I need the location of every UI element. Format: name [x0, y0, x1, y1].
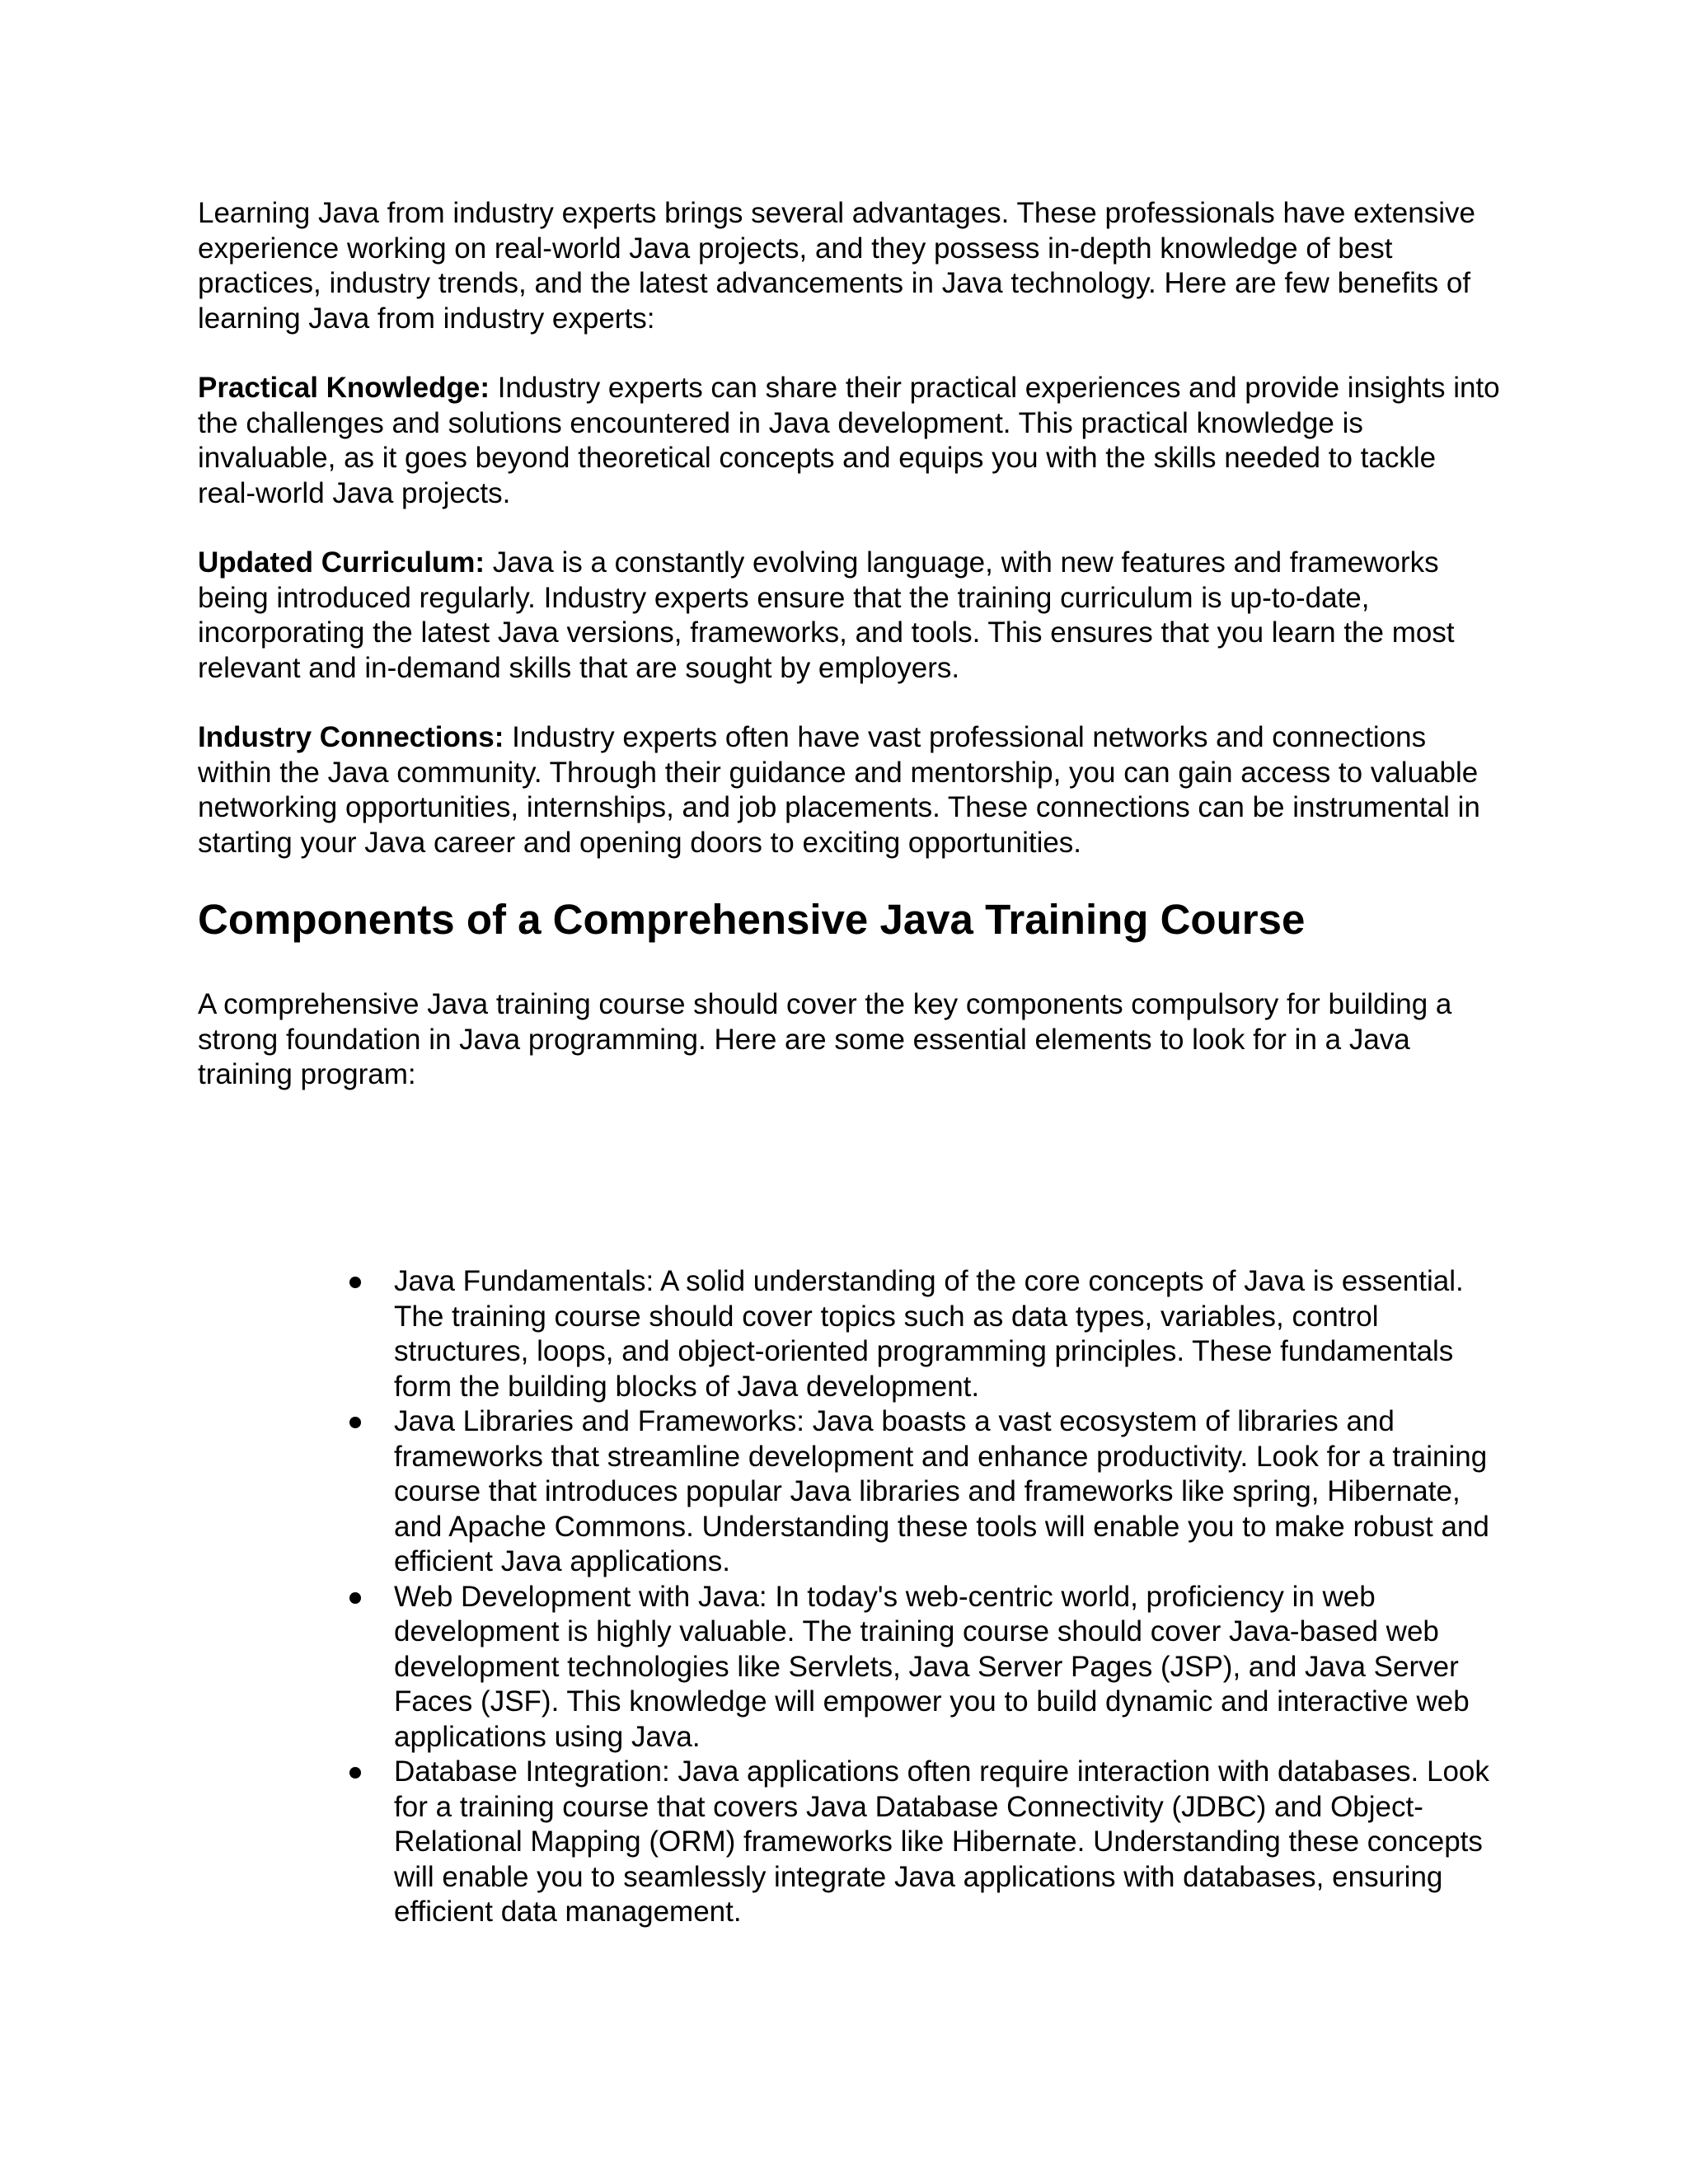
bullet-icon: [349, 1592, 361, 1604]
list-item: [198, 1404, 1500, 1580]
practical-knowledge-paragraph: [198, 371, 1500, 511]
page-content: [198, 196, 1500, 1928]
list-item-text: Web Development with Java: In today's web-centric world, proficiency in web development is highly valuable. The training course should cover Java-based web development technologies like Servlets, Java Server Pages (JSP), and Java Server Faces (JSF). This knowledge will empower you to build dynamic and interactive web applications using Java.: [394, 1580, 1470, 1753]
list-item-text: Java Fundamentals: A solid understanding of the core concepts of Java is essential. The training course should cover topics such as data types, variables, control structures, loops, and object-oriented programming principles. These fundamentals form the building blocks of Java development.: [394, 1265, 1464, 1403]
bullet-icon: [349, 1277, 361, 1288]
bullet-icon: [349, 1767, 361, 1779]
list-item: [198, 1264, 1500, 1404]
list-item: [198, 1755, 1500, 1930]
updated-curriculum-text: Java is a constantly evolving language, with new features and frameworks being introduced regularly. Industry experts ensure that the training curriculum is up-to-date, incorporating the latest Java versions, frameworks, and tools. This ensures that you learn the most relevant and in-demand skills that are sought by employers.: [198, 546, 1455, 684]
updated-curriculum-paragraph: [198, 546, 1500, 686]
list-item: [198, 1580, 1500, 1755]
section-heading: Components of a Comprehensive Java Training Course: [198, 896, 1306, 943]
list-item-text: Java Libraries and Frameworks: Java boasts a vast ecosystem of libraries and frameworks that streamline development and enhance productivity. Look for a training course that introduces popular Java libraries and frameworks like spring, Hibernate, and Apache Commons. Understanding these tools will enable you to make robust and efficient Java applications.: [394, 1405, 1489, 1577]
industry-connections-text: Industry experts often have vast professional networks and connections within the Java community. Through their guidance and mentorship, you can gain access to valuable networking opportunities, internships, and job placements. These connections can be instrumental in starting your Java career and opening doors to exciting opportunities.: [198, 721, 1480, 859]
updated-curriculum-title: Updated Curriculum:: [198, 546, 485, 579]
intro-paragraph: Learning Java from industry experts brings several advantages. These professionals have extensive experience working on real-world Java projects, and they possess in-depth knowledge of best practices, industry trends, and the latest advancements in Java technology. Here are few benefits of learning Java from industry experts:: [198, 197, 1475, 335]
bullet-icon: [349, 1417, 361, 1428]
practical-knowledge-title: Practical Knowledge:: [198, 372, 490, 404]
industry-connections-paragraph: [198, 720, 1500, 860]
components-list: [198, 1264, 1500, 1930]
list-item-text: Database Integration: Java applications often require interaction with databases. Look for a training course that covers Java Database Connectivity (JDBC) and Object-Relational Mapping (ORM) frameworks like Hibernate. Understanding these concepts will enable you to seamlessly integrate Java applications with databases, ensuring efficient data management.: [394, 1755, 1489, 1928]
section-intro-paragraph: A comprehensive Java training course should cover the key components compulsory for building a strong foundation in Java programming. Here are some essential elements to look for in a Java training program:: [198, 988, 1452, 1090]
industry-connections-title: Industry Connections:: [198, 721, 504, 753]
practical-knowledge-text: Industry experts can share their practical experiences and provide insights into the challenges and solutions encountered in Java development. This practical knowledge is invaluable, as it goes beyond theoretical concepts and equips you with the skills needed to tackle real-world Java projects.: [198, 372, 1500, 509]
